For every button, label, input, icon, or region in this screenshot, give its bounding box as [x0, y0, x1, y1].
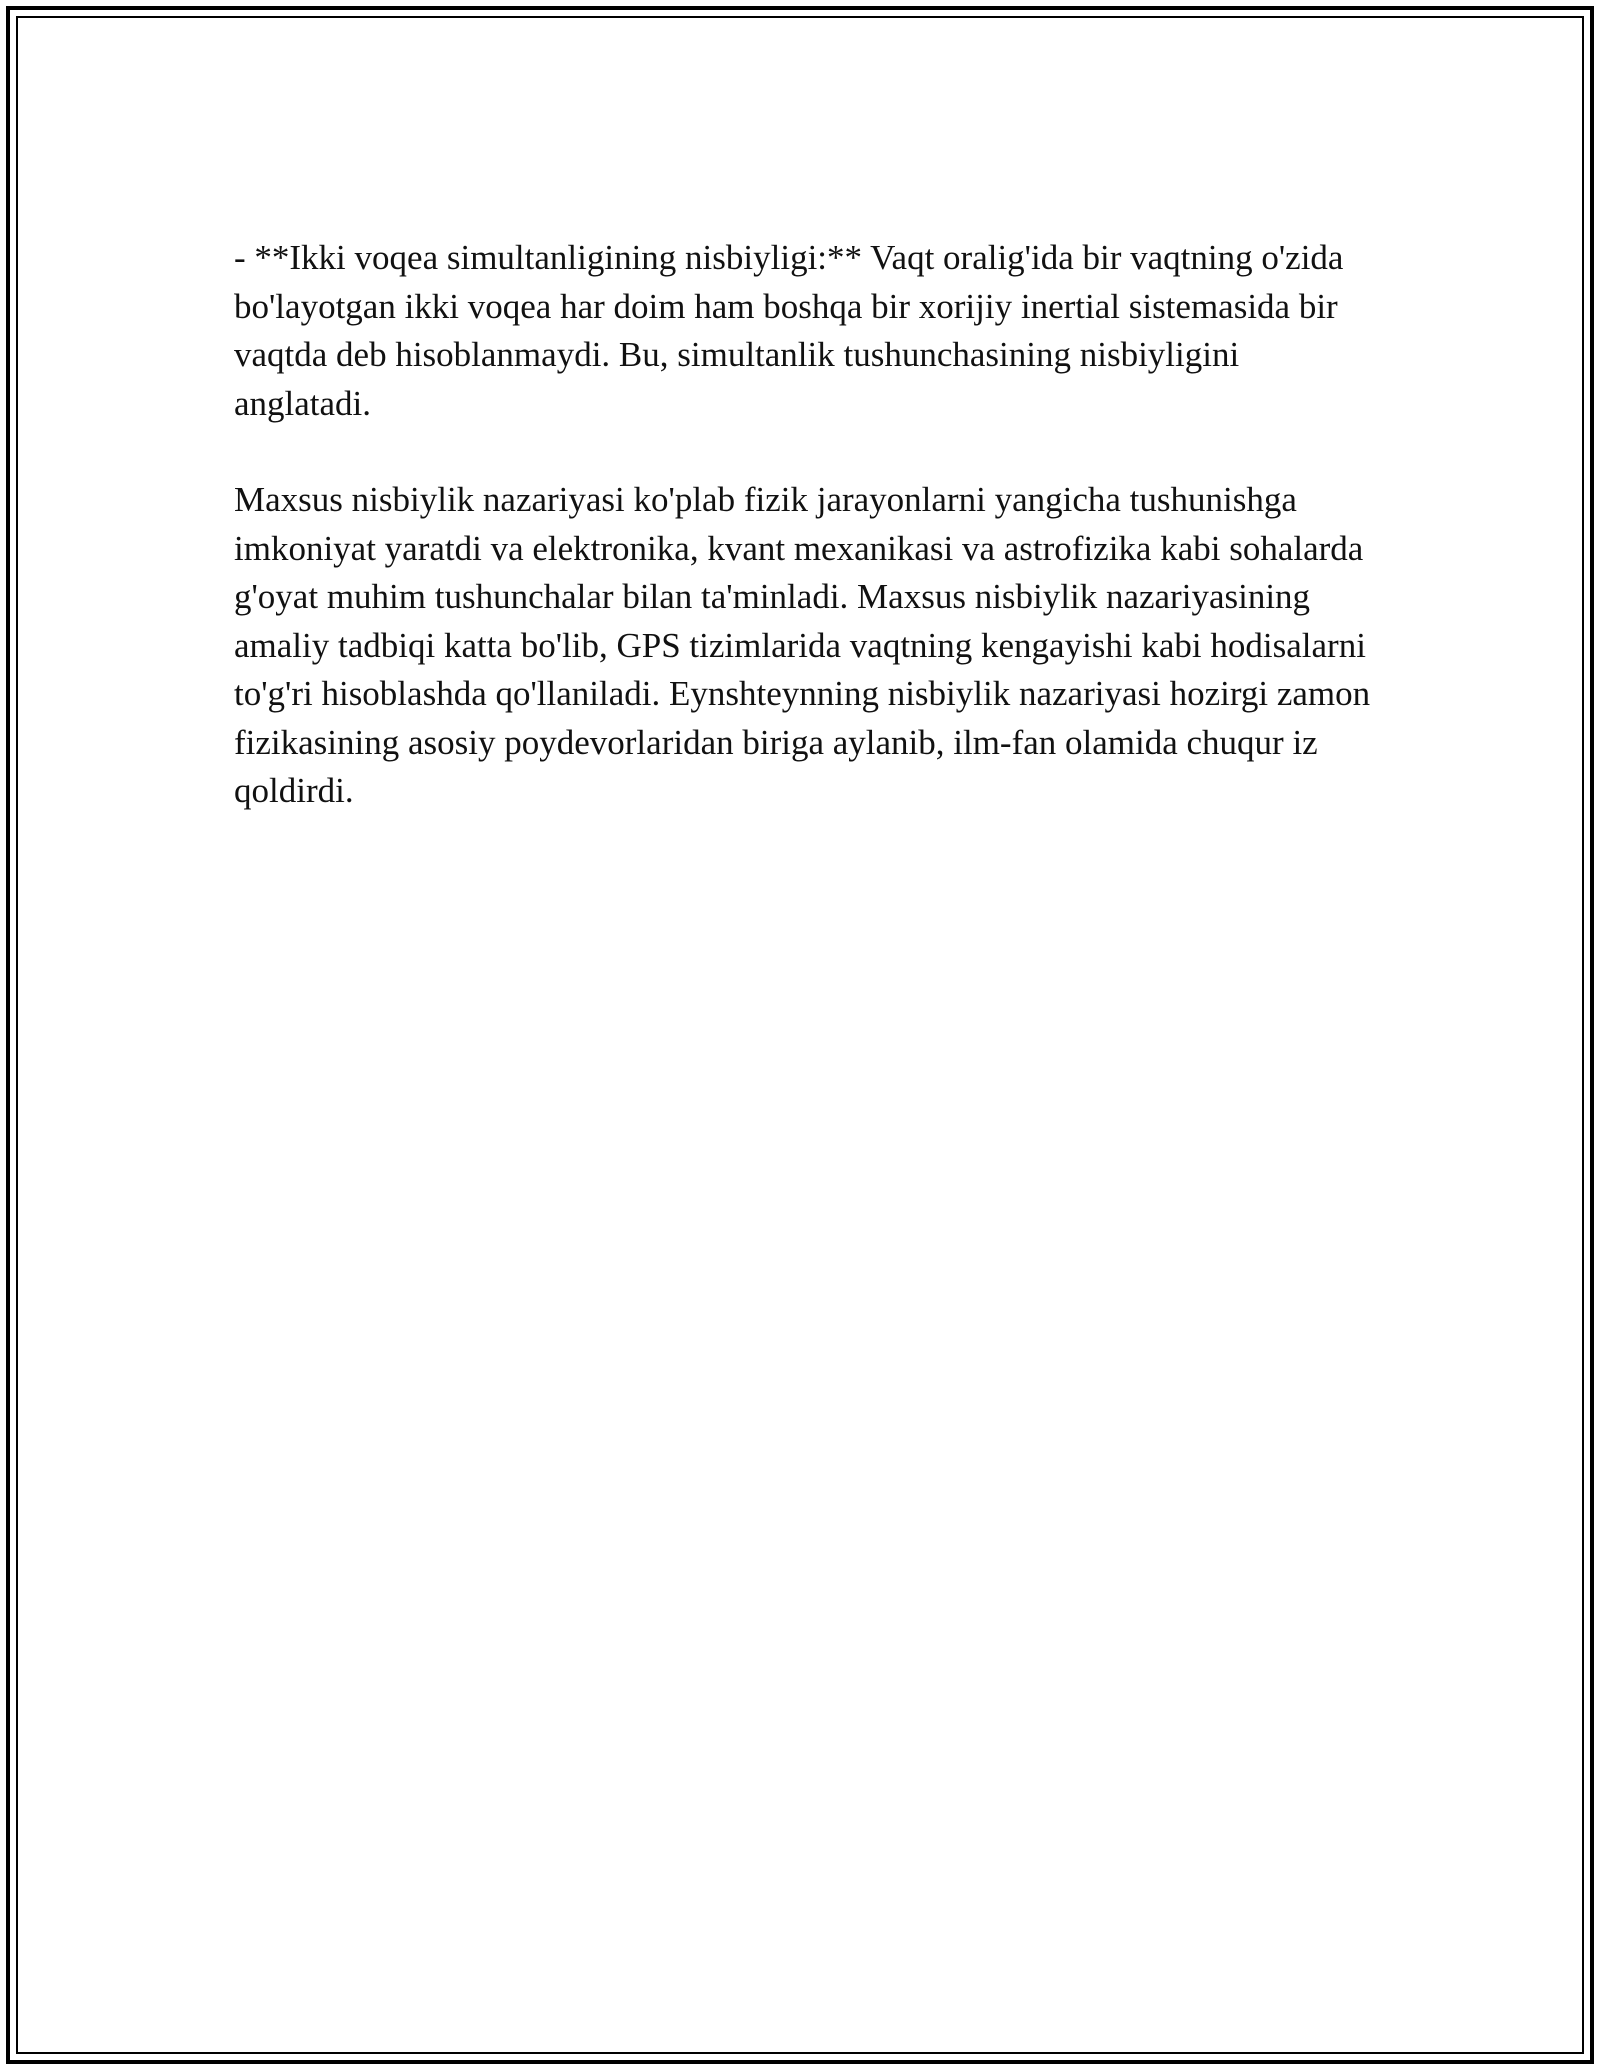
paragraph-special-relativity-summary: Maxsus nisbiylik nazariyasi ko'plab fizik jarayonlarni yangicha tushunishga imkoniyat yaratdi va elektronika, kvant mexanikasi va astrofizika kabi sohalarda g'oyat muhim tushunchalar bilan ta'minladi. Maxsus nisbiylik nazariyasining amaliy tadbiqi katta bo'lib, GPS tizimlarida vaqtning kengayishi kabi hodisalarni to'g'ri hisoblashda qo'llaniladi. Eynshteynning nisbiylik nazariyasi hozirgi zamon fizikasining asosiy poydevorlaridan biriga aylanib, ilm-fan olamida chuqur iz qoldirdi. [234, 480, 1371, 810]
document-body [234, 234, 1374, 816]
paragraph-simultaneity-relativity: - **Ikki voqea simultanligining nisbiyligi:** Vaqt oralig'ida bir vaqtning o'zida bo'layotgan ikki voqea har doim ham boshqa bir xorijiy inertial sistemasida bir vaqtda deb hisoblanmaydi. Bu, simultanlik tushunchasining nisbiyligini anglatadi. [234, 238, 1344, 423]
